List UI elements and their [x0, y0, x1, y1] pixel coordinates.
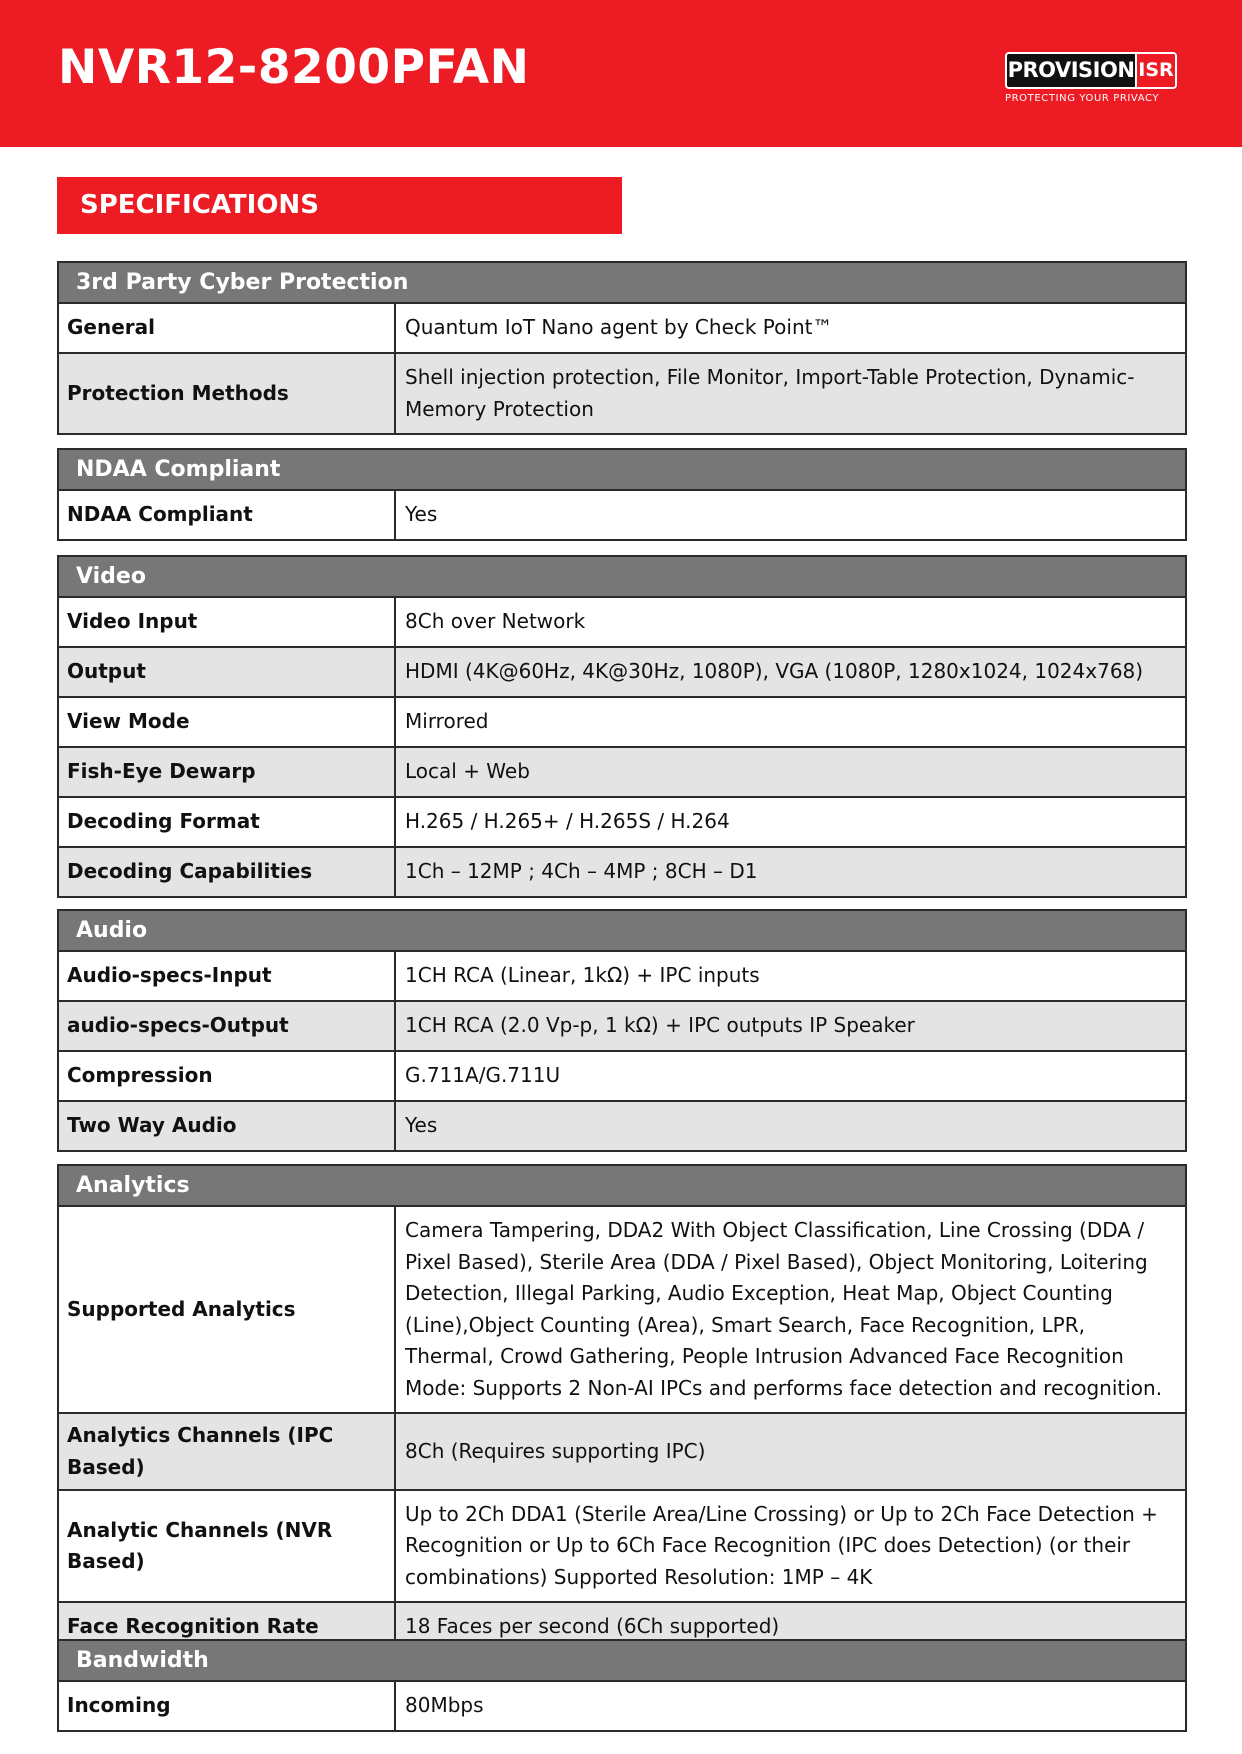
- spec-value: G.711A/G.711U: [395, 1051, 1186, 1101]
- spec-label: Analytics Channels (IPC Based): [58, 1413, 395, 1490]
- section-audio: [57, 909, 1187, 1152]
- spec-label: Decoding Format: [58, 797, 395, 847]
- logo-isr-text: ISR: [1135, 54, 1175, 87]
- spec-label: Supported Analytics: [58, 1206, 395, 1413]
- spec-label: Compression: [58, 1051, 395, 1101]
- spec-label: Incoming: [58, 1681, 395, 1731]
- section-ndaa: [57, 448, 1187, 541]
- section-title: 3rd Party Cyber Protection: [58, 262, 1186, 303]
- spec-value: Yes: [395, 490, 1186, 540]
- table-row: [58, 1490, 1186, 1602]
- spec-value: 8Ch (Requires supporting IPC): [395, 1413, 1186, 1490]
- spec-value: Up to 2Ch DDA1 (Sterile Area/Line Crossing) or Up to 2Ch Face Detection + Recognition or Up to 6Ch Face Recognition (IPC does Detection) (or their combinations) Supported Resolution: 1MP – 4K: [395, 1490, 1186, 1602]
- model-title: NVR12-8200PFAN: [58, 40, 530, 95]
- spec-value: Shell injection protection, File Monitor, Import-Table Protection, Dynamic-Memory Protection: [395, 353, 1186, 434]
- section-title: Bandwidth: [58, 1640, 1186, 1681]
- section-video: [57, 555, 1187, 898]
- page-header: [0, 0, 1242, 147]
- table-row: [58, 747, 1186, 797]
- specifications-title: SPECIFICATIONS: [80, 190, 319, 220]
- spec-label: audio-specs-Output: [58, 1001, 395, 1051]
- spec-value: Mirrored: [395, 697, 1186, 747]
- spec-value: Yes: [395, 1101, 1186, 1151]
- table-row: [58, 1051, 1186, 1101]
- section-bandwidth: [57, 1639, 1187, 1732]
- table-row: [58, 353, 1186, 434]
- spec-label: Analytic Channels (NVR Based): [58, 1490, 395, 1602]
- logo-mark: [1005, 52, 1177, 89]
- spec-label: NDAA Compliant: [58, 490, 395, 540]
- spec-label: Video Input: [58, 597, 395, 647]
- spec-label: Decoding Capabilities: [58, 847, 395, 897]
- section-cyber-protection: [57, 261, 1187, 435]
- provision-isr-logo: [1005, 52, 1177, 104]
- spec-value: 8Ch over Network: [395, 597, 1186, 647]
- section-analytics: [57, 1164, 1187, 1653]
- table-row: [58, 1681, 1186, 1731]
- spec-label: View Mode: [58, 697, 395, 747]
- spec-label: Output: [58, 647, 395, 697]
- section-title: NDAA Compliant: [58, 449, 1186, 490]
- spec-value: 18 Faces per second (6Ch supported): [395, 1602, 1186, 1652]
- spec-label: Two Way Audio: [58, 1101, 395, 1151]
- spec-value: HDMI (4K@60Hz, 4K@30Hz, 1080P), VGA (1080P, 1280x1024, 1024x768): [395, 647, 1186, 697]
- spec-label: General: [58, 303, 395, 353]
- table-row: [58, 597, 1186, 647]
- spec-value: Camera Tampering, DDA2 With Object Classification, Line Crossing (DDA / Pixel Based), Sterile Area (DDA / Pixel Based), Object Monitoring, Loitering Detection, Illegal Parking, Audio Exception, Heat Map, Object Counting (Line),Object Counting (Area), Smart Search, Face Recognition, LPR, Thermal, Crowd Gathering, People Intrusion Advanced Face Recognition Mode: Supports 2 Non-AI IPCs and performs face detection and recognition.: [395, 1206, 1186, 1413]
- section-title: Analytics: [58, 1165, 1186, 1206]
- section-title: Audio: [58, 910, 1186, 951]
- spec-label: Fish-Eye Dewarp: [58, 747, 395, 797]
- spec-value: Local + Web: [395, 747, 1186, 797]
- table-row: [58, 1413, 1186, 1490]
- spec-label: Audio-specs-Input: [58, 951, 395, 1001]
- table-row: [58, 490, 1186, 540]
- table-row: [58, 697, 1186, 747]
- table-row: [58, 1101, 1186, 1151]
- table-row: [58, 847, 1186, 897]
- logo-tagline: PROTECTING YOUR PRIVACY: [1005, 93, 1160, 104]
- spec-value: 80Mbps: [395, 1681, 1186, 1731]
- spec-value: 1CH RCA (2.0 Vp-p, 1 kΩ) + IPC outputs IP Speaker: [395, 1001, 1186, 1051]
- logo-main-text: PROVISION: [1007, 58, 1135, 82]
- table-row: [58, 951, 1186, 1001]
- spec-value: 1Ch – 12MP ; 4Ch – 4MP ; 8CH – D1: [395, 847, 1186, 897]
- table-row: [58, 1206, 1186, 1413]
- section-title: Video: [58, 556, 1186, 597]
- table-row: [58, 303, 1186, 353]
- spec-label: Face Recognition Rate: [58, 1602, 395, 1652]
- spec-label: Protection Methods: [58, 353, 395, 434]
- spec-value: H.265 / H.265+ / H.265S / H.264: [395, 797, 1186, 847]
- spec-value: 1CH RCA (Linear, 1kΩ) + IPC inputs: [395, 951, 1186, 1001]
- table-row: [58, 647, 1186, 697]
- table-row: [58, 797, 1186, 847]
- specifications-banner: [57, 177, 622, 234]
- spec-value: Quantum IoT Nano agent by Check Point™: [395, 303, 1186, 353]
- table-row: [58, 1001, 1186, 1051]
